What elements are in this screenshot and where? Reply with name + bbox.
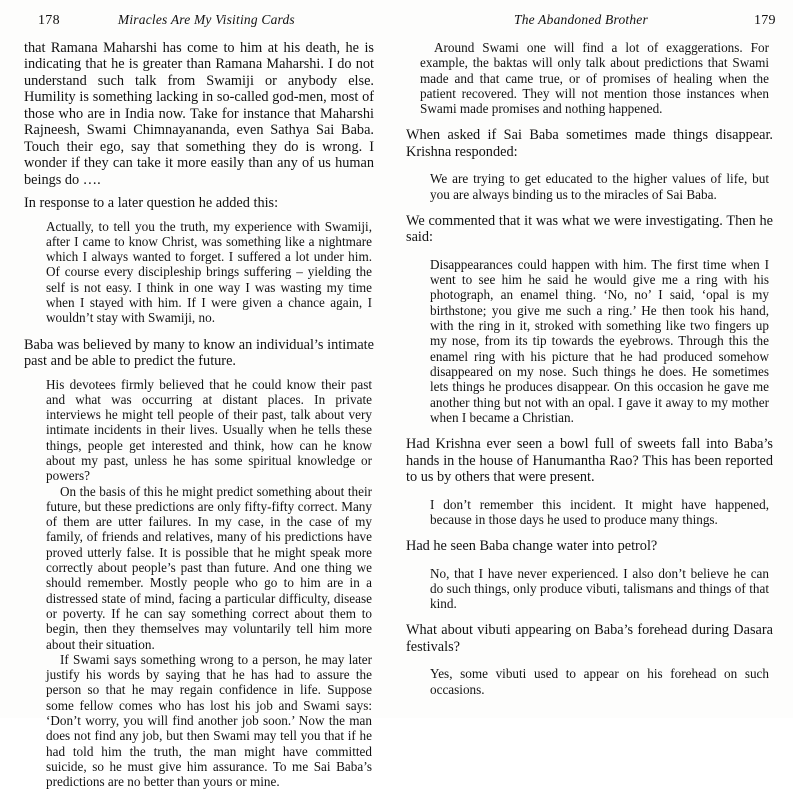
lead-in-response-to-later-question: In response to a later question he added this: (24, 195, 279, 212)
quote-experience-with-swamiji: Actually, to tell you the truth, my experience with Swamiji, after I came to know Christ, was something like a nightmare which I always wanted to forget. I suffered a lot under him. Of course every discipleship brings suffering – yielding the self is not easy. I think in one way I was wasting my time when I stayed with him. If I were given a chance again, I wouldn’t stay with Swamiji, no. (46, 218, 372, 326)
lead-in-vibuti-dasara: What about vibuti appearing on Baba’s forehead during Dasara festivals? (406, 622, 773, 655)
right-column-body (406, 40, 773, 697)
left-running-title: Miracles Are My Visiting Cards (117, 12, 295, 27)
right-running-head (406, 12, 776, 34)
right-page-number: 179 (753, 13, 776, 28)
quote-around-swami-exaggerations: Around Swami one will find a lot of exaggerations. For example, the baktas will only talk about predictions that Swami made and that came true, or of promises of healing when the patient recovered. They will not mention those instances when Swami made promises and nothing happened. (420, 40, 769, 117)
left-page (0, 0, 396, 790)
lead-in-baba-intimate-past: Baba was believed by many to know an individual’s intimate past and be able to predict the future. (24, 336, 374, 370)
left-running-head (24, 12, 374, 34)
right-running-title: The Abandoned Brother (514, 12, 648, 27)
quote-never-experienced-vibuti: No, that I have never experienced. I also don’t believe he can do such things, only produce vibuti, talismans and things of that kind. (430, 565, 769, 612)
lead-in-we-commented: We commented that it was what we were investigating. Then he said: (406, 212, 773, 246)
lead-in-water-into-petrol: Had he seen Baba change water into petrol? (406, 538, 658, 555)
quote-vibuti-forehead: Yes, some vibuti used to appear on his forehead on such occasions. (430, 666, 769, 697)
right-page (396, 0, 793, 718)
quote-fifty-fifty-predictions: On the basis of this he might predict something about their future, but these predictions are only fifty-fifty correct. Many of them are utter failures. In my case, in the case of my family, of friends and relatives, many of his predictions have proved utterly false. It is possible that he might speak more correctly about people’s past than future. And one thing we should remember. Mostly people who go to him are in a distressed state of mind, facing a particular difficulty, disease or poverty. If he can say something correct about them to begin, then they themselves may voluntarily tell him more about their situation. (46, 483, 372, 652)
lead-in-bowl-of-sweets: Had Krishna ever seen a bowl full of sweets fall into Baba’s hands in the house of Hanumantha Rao? This has been reported to us by others that were present. (406, 436, 773, 486)
left-column-body (24, 40, 374, 790)
quote-dont-remember-incident: I don’t remember this incident. It might have happened, because in those days he used to produce many things. (430, 496, 769, 527)
left-page-number: 178 (38, 13, 60, 28)
quote-disappearances-ring: Disappearances could happen with him. The first time when I went to see him he said he would give me a ring with his photograph, an enamel thing. ‘No, no’ I said, ‘opal is my birthstone; you give me such a ring.’ He then took his hand, with the ring in it, stroked with something like two fingers up my nose, from its tip towards the eyebrows. Through this the enamel ring with his picture that he had produced somehow disappeared on my nose. Such things he does. He sometimes lets things he produces disappear. On this occasion he gave me another thing but not with an opal. I gave it away to my mother when I became a Christian. (430, 256, 769, 425)
quote-devotees-firmly-believed: His devotees firmly believed that he could know their past and what was occurring at distant places. In private interviews he might tell people of their past, talk about very intimate incidents in their lives. Usually when he tells these things, people get interested and think, how can he know about my past, unless he has some spiritual knowledge or powers? (46, 376, 372, 484)
paragraph-continued: that Ramana Maharshi has come to him at his death, he is indicating that he is greater than Ramana Maharshi. I do not understand such talk from Swamiji or anybody else. Humility is something lacking in so-called god-men, most of those who are in India now. Take for instance that Maharshi Rajneesh, Swami Chimnayananda, even Sathya Sai Baba. Touch their ego, say that something they do is wrong. I wonder if they can take it more easily than any of us human beings do …. (24, 40, 374, 188)
lead-in-things-disappear: When asked if Sai Baba sometimes made things disappear. Krishna responded: (406, 127, 773, 160)
quote-swami-justifies-words: If Swami says something wrong to a person, he may later justify his words by saying that he has had to assure the person so that he may regain confidence in life. Suppose some fellow comes who has lost his job and Swami says: ‘Don’t worry, you will find another job soon.’ Now the man does not find any job, but then Swami may tell you that if he had told him the truth, the man might have committed suicide, so he must give him assurance. To me Sai Baba’s predictions are no better than yours or mine. (46, 651, 372, 790)
quote-higher-values-of-life: We are trying to get educated to the higher values of life, but you are always binding us to the miracles of Sai Baba. (430, 171, 769, 202)
